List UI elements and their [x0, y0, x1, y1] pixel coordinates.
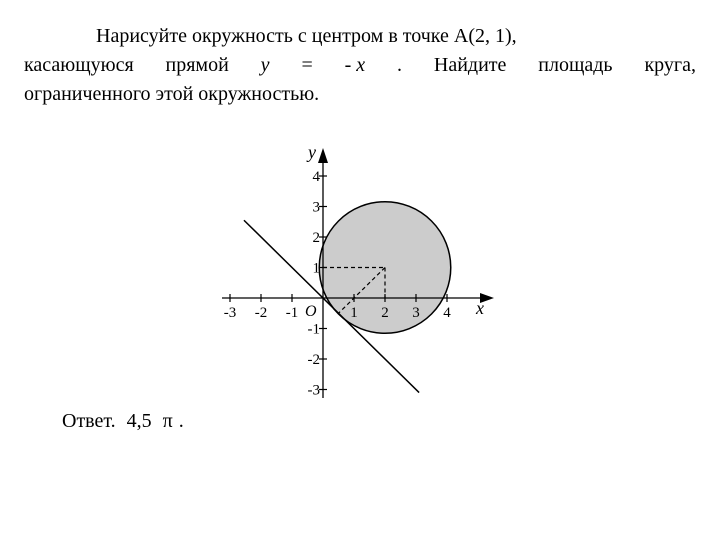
y-tick-label: 2 [312, 230, 320, 246]
x-axis-label: x [476, 298, 484, 318]
x-tick-label: -2 [254, 305, 268, 321]
origin-label: O [305, 303, 317, 320]
problem-line-1: Нарисуйте окружность с центром в точке A(2, 1), [96, 25, 517, 47]
y-tick-label: -3 [307, 382, 320, 399]
problem-line-3: ограниченного этой окружностью. [24, 83, 320, 105]
y-tick-label: 1 [312, 260, 320, 277]
x-tick-label: 2 [381, 305, 389, 321]
word: Найдите [433, 54, 507, 76]
y-tick-label: -2 [307, 352, 320, 368]
word: y [260, 54, 270, 76]
answer-dot: . [178, 410, 184, 432]
x-tick-label: 4 [443, 305, 451, 321]
x-tick-label: -3 [223, 305, 237, 321]
x-tick-label: 1 [350, 305, 358, 321]
x-tick-label: 3 [412, 305, 420, 321]
word: = [301, 54, 313, 76]
word: касающуюся [24, 54, 134, 76]
word: - x [344, 54, 366, 76]
y-tick-label: -1 [307, 321, 320, 338]
y-axis-arrow [318, 148, 328, 163]
word: прямой [165, 54, 229, 76]
word: круга, [644, 54, 696, 76]
y-tick-label: 4 [312, 169, 320, 185]
y-tick-label: 3 [312, 199, 320, 216]
word: площадь [538, 54, 613, 76]
answer [62, 410, 190, 433]
answer-value: 4,5 [126, 410, 152, 432]
word: . [397, 54, 403, 76]
y-axis-label: y [308, 142, 316, 162]
answer-label: Ответ. [62, 410, 116, 432]
pi-symbol: π [162, 410, 173, 432]
x-tick-label: -1 [285, 305, 299, 321]
